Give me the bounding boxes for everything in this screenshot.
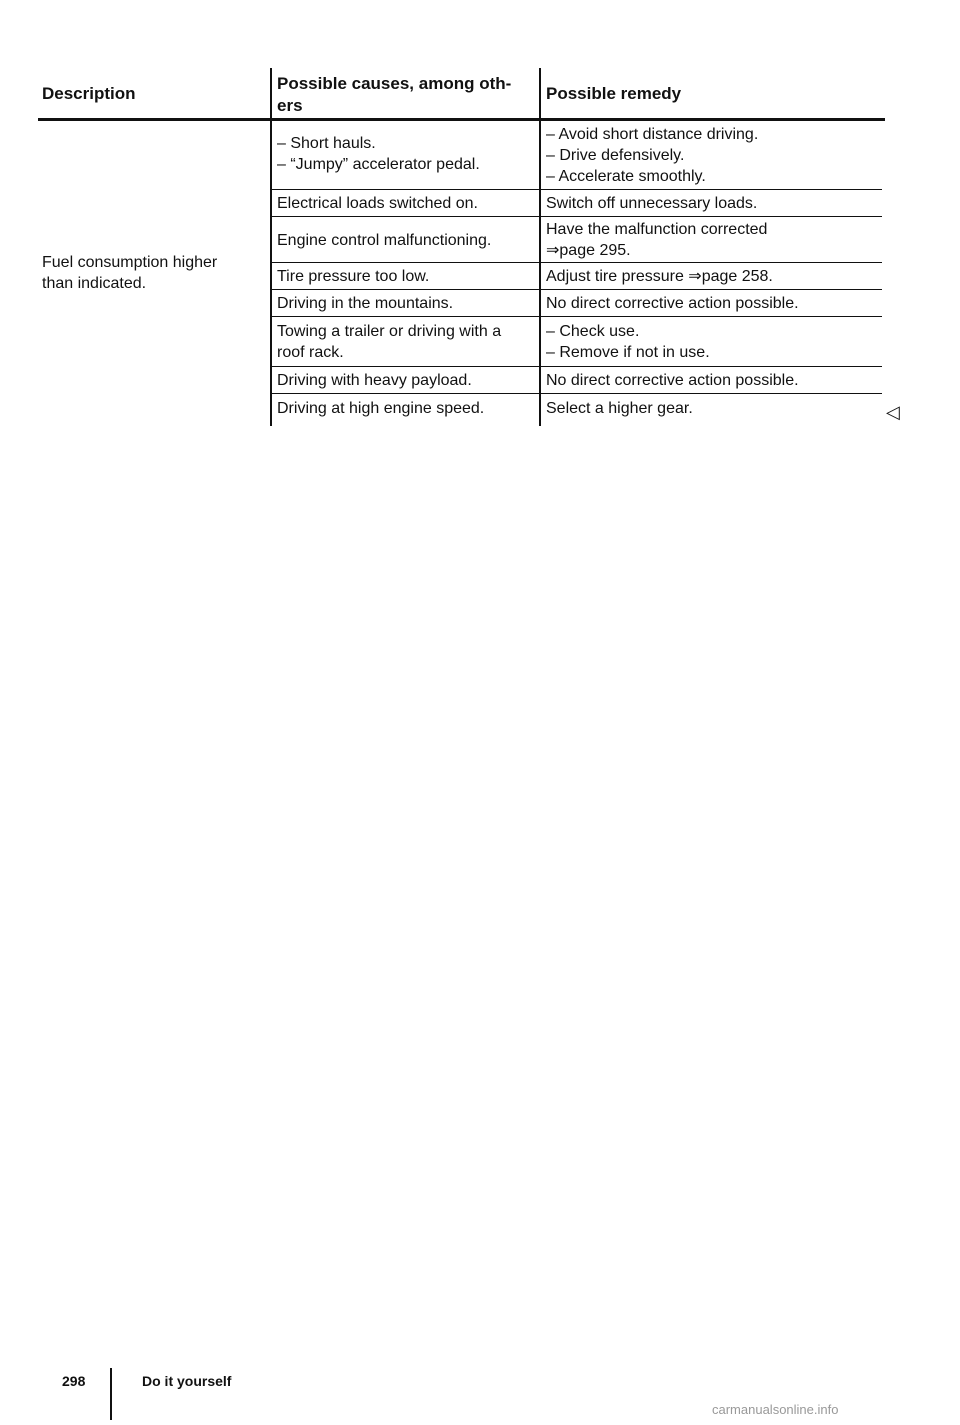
table-row-causes — [277, 293, 453, 314]
table-row-remedy — [546, 266, 773, 287]
cause-line: Driving at high engine speed. — [277, 400, 485, 417]
header-description: Description — [42, 84, 136, 103]
remedy-line: – Drive defensively. — [546, 147, 685, 164]
cause-line: Driving with heavy payload. — [277, 372, 472, 389]
table-row-causes — [277, 230, 491, 251]
column-separator-remedy — [539, 68, 541, 426]
remedy-line: Have the malfunction corrected — [546, 221, 768, 238]
table-row-remedy — [546, 219, 767, 261]
remedy-line: Adjust tire pressure ⇒page 258. — [546, 268, 773, 285]
header-remedy: Possible remedy — [546, 84, 682, 103]
footer-divider — [110, 1368, 112, 1420]
row-separator — [270, 262, 882, 263]
table-row-remedy — [546, 370, 799, 391]
cause-line: Electrical loads switched on. — [277, 195, 478, 212]
remedy-line: Select a higher gear. — [546, 400, 693, 417]
remedy-line: – Accelerate smoothly. — [546, 168, 706, 185]
description-line: Fuel consumption higher — [42, 254, 218, 271]
table-row-causes — [277, 266, 429, 287]
cause-line: roof rack. — [277, 344, 344, 361]
remedy-line: Switch off unnecessary loads. — [546, 195, 758, 212]
cause-line: Towing a trailer or driving with a — [277, 323, 502, 340]
table-row-remedy — [546, 321, 710, 363]
remedy-line: – Avoid short distance driving. — [546, 126, 759, 143]
row-separator — [270, 289, 882, 290]
cause-line: – “Jumpy” accelerator pedal. — [277, 156, 480, 173]
table-row-causes — [277, 321, 501, 363]
row-separator — [270, 316, 882, 317]
description-line: than indicated. — [42, 275, 147, 292]
cause-line: Engine control malfunctioning. — [277, 232, 492, 249]
section-end-icon: ◁ — [886, 402, 900, 422]
page-number: 298 — [62, 1373, 86, 1389]
column-separator-causes — [270, 68, 272, 426]
remedy-line: No direct corrective action possible. — [546, 372, 799, 389]
row-separator — [270, 216, 882, 217]
header-rule — [38, 118, 885, 121]
description-cell — [42, 252, 217, 294]
table-row-causes — [277, 370, 472, 391]
table-row-remedy — [546, 293, 799, 314]
table-row-causes — [277, 398, 484, 419]
table-row-causes — [277, 133, 480, 175]
remedy-line: – Check use. — [546, 323, 640, 340]
remedy-line: ⇒page 295. — [546, 242, 631, 259]
row-separator — [270, 393, 882, 394]
watermark: carmanualsonline.info — [712, 1402, 839, 1417]
table-row-remedy — [546, 398, 693, 419]
row-separator — [270, 366, 882, 367]
remedy-line: No direct corrective action possible. — [546, 295, 799, 312]
table-row-remedy — [546, 124, 758, 187]
row-separator — [270, 189, 882, 190]
header-causes: Possible causes, among oth- ers — [277, 74, 512, 115]
cause-line: Driving in the mountains. — [277, 295, 454, 312]
remedy-line: – Remove if not in use. — [546, 344, 710, 361]
section-title: Do it yourself — [142, 1373, 232, 1389]
cause-line: Tire pressure too low. — [277, 268, 430, 285]
table-row-causes — [277, 193, 478, 214]
table-row-remedy — [546, 193, 757, 214]
cause-line: – Short hauls. — [277, 135, 376, 152]
